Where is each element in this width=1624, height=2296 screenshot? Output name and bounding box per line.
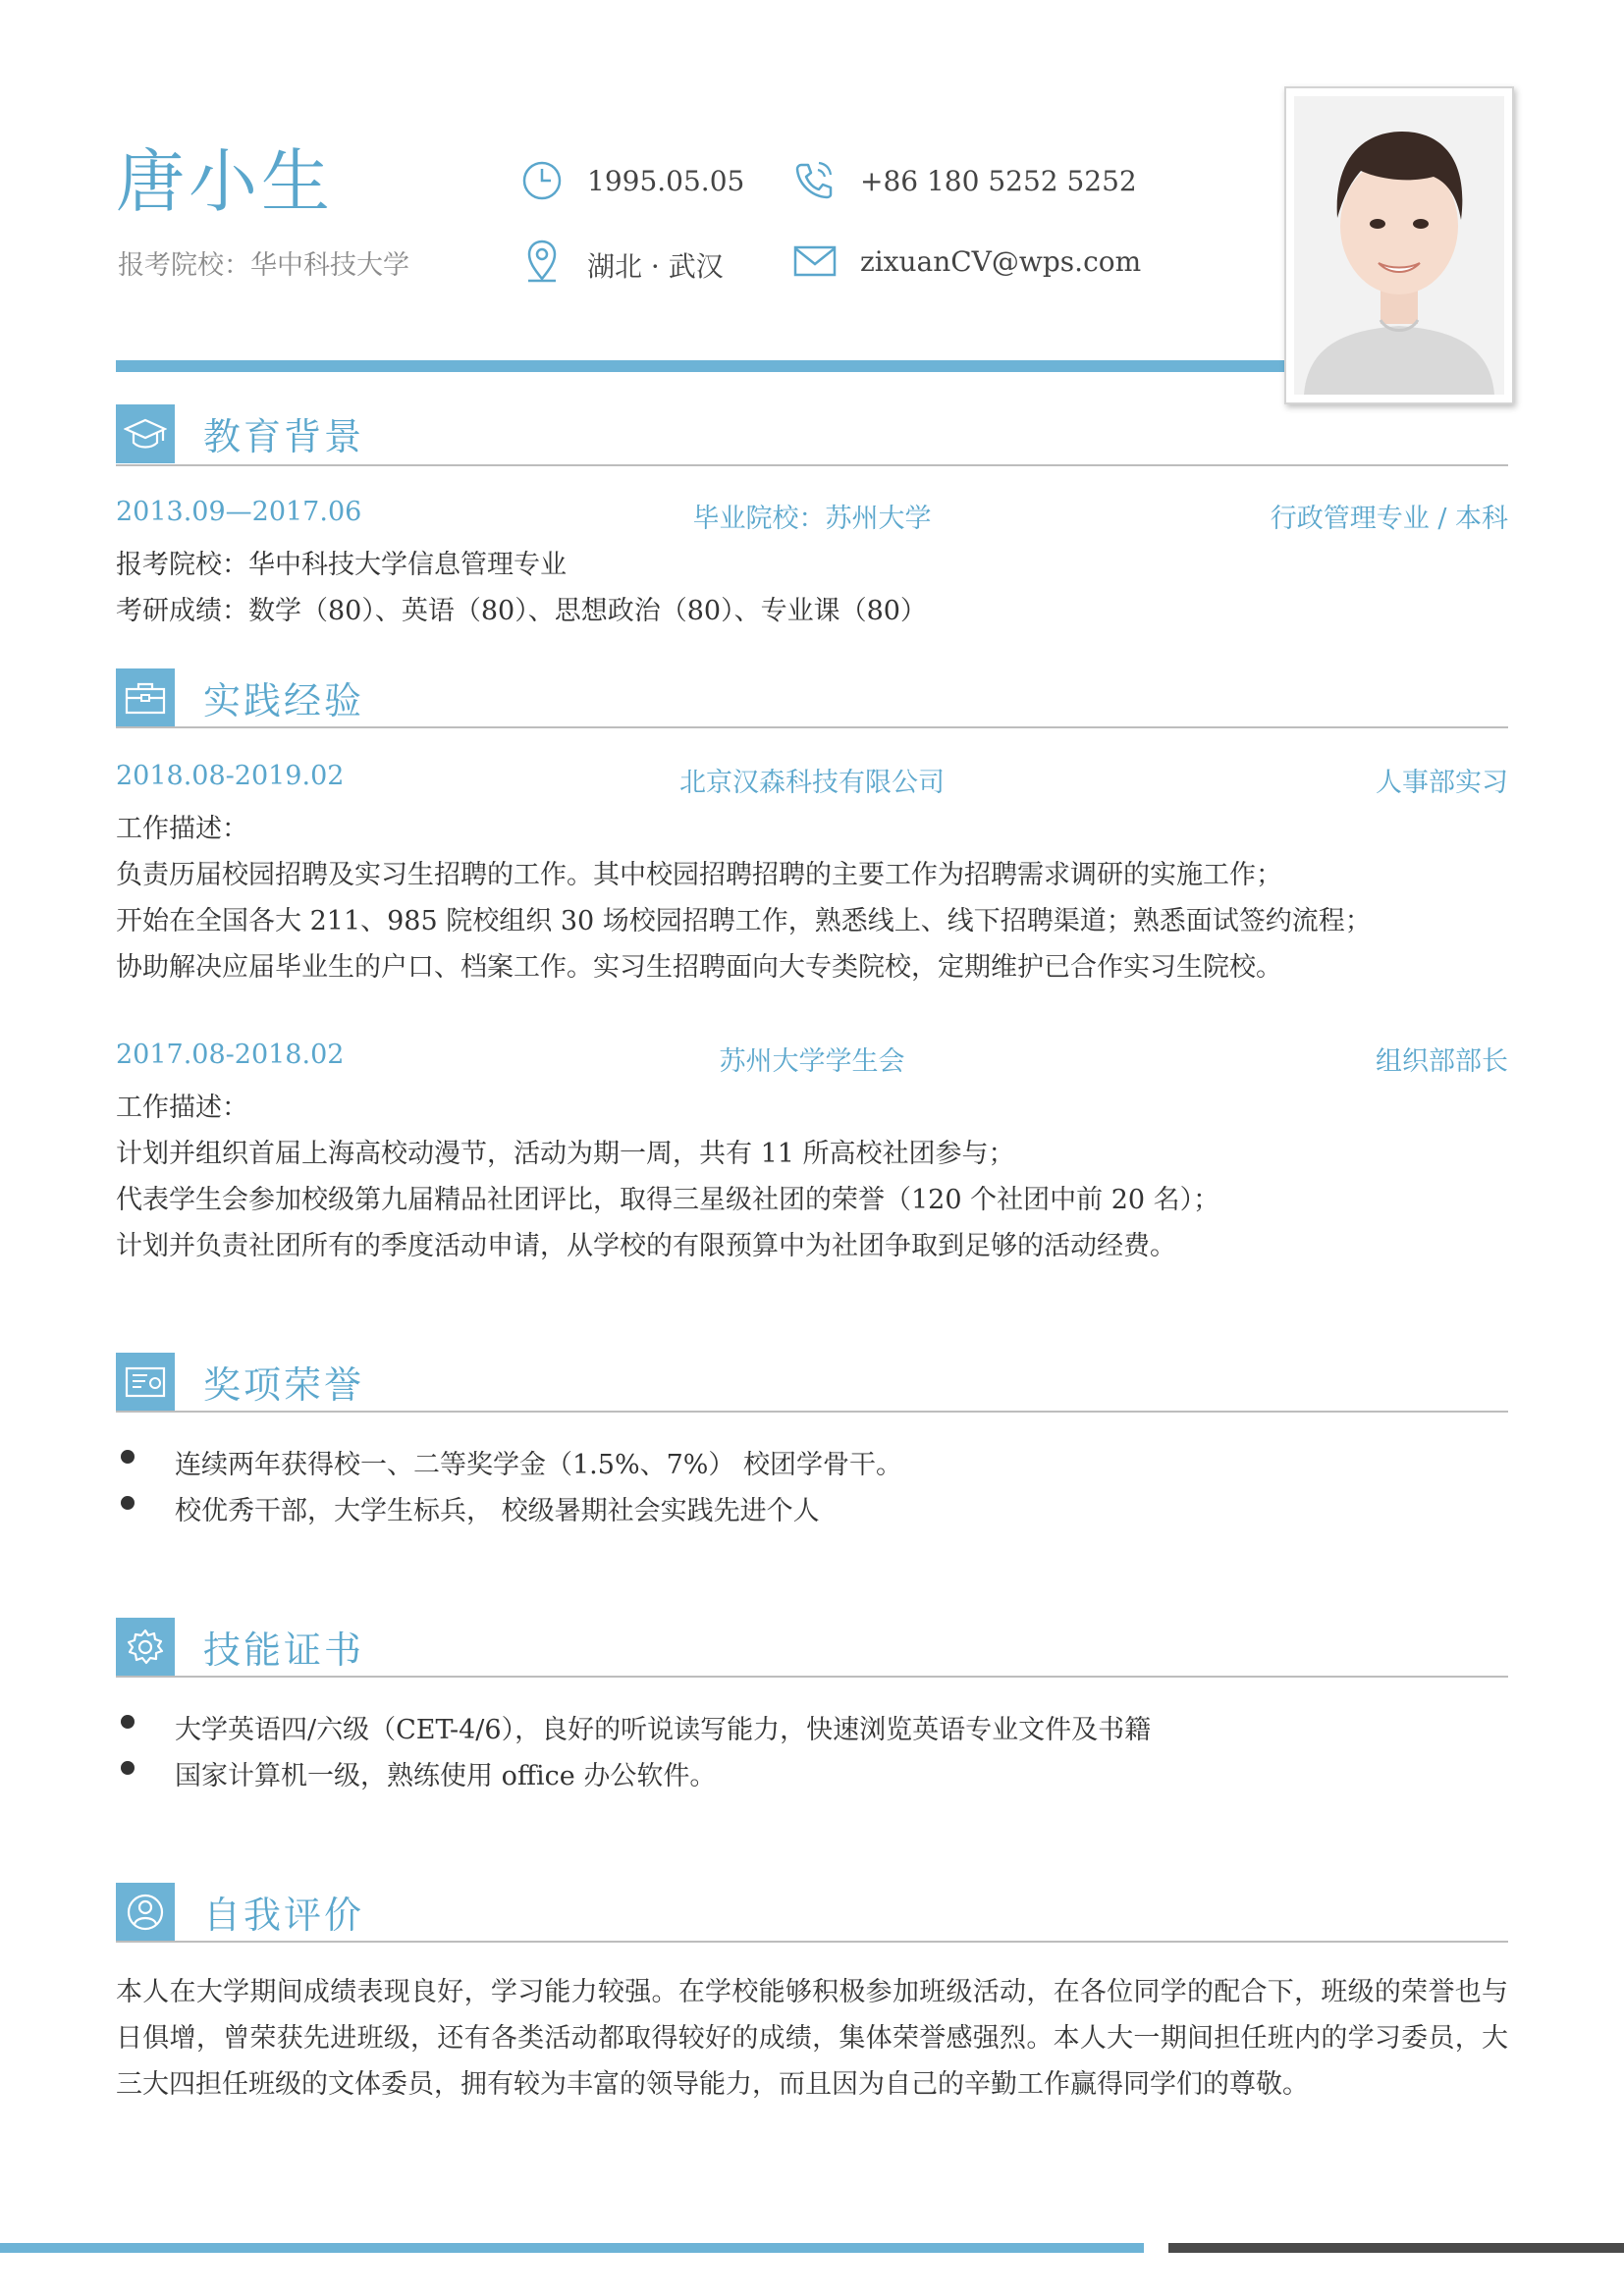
experience-desc-line: 计划并组织首届上海高校动漫节，活动为期一周，共有 11 所高校社团参与； bbox=[116, 1139, 1015, 1169]
candidate-name: 唐小生 bbox=[116, 141, 334, 222]
bullet-dot bbox=[121, 1715, 135, 1729]
birthdate: 1995.05.05 bbox=[587, 165, 745, 197]
awards-section-icon bbox=[116, 1353, 175, 1412]
experience-desc-line: 开始在全国各大 211、985 院校组织 30 场校园招聘工作，熟悉线上、线下招聘渠道；熟悉面试签约流程； bbox=[116, 906, 1372, 936]
bullet-dot bbox=[121, 1761, 135, 1775]
certificate-icon bbox=[124, 1364, 167, 1400]
experience-period: 2018.08-2019.02 bbox=[116, 761, 345, 791]
bullet-dot bbox=[121, 1450, 135, 1464]
bullet-dot bbox=[121, 1496, 135, 1510]
graduation-cap-icon bbox=[124, 416, 167, 452]
experience-role: 组织部部长 bbox=[1376, 1046, 1508, 1077]
education-section-icon bbox=[116, 404, 175, 463]
education-divider bbox=[116, 464, 1508, 466]
experience-desc-line: 代表学生会参加校级第九届精品社团评比，取得三星级社团的荣誉（120 个社团中前 20 名）； bbox=[116, 1185, 1220, 1215]
experience-desc-line: 负责历届校园招聘及实习生招聘的工作。其中校园招聘招聘的主要工作为招聘需求调研的实施工作； bbox=[116, 860, 1282, 890]
phone-number: +86 180 5252 5252 bbox=[860, 165, 1137, 197]
experience-divider bbox=[116, 726, 1508, 728]
experience-org: 苏州大学学生会 bbox=[719, 1046, 905, 1077]
clock-icon bbox=[520, 159, 564, 202]
skill-item: 大学英语四/六级（CET-4/6），良好的听说读写能力，快速浏览英语专业文件及书籍 bbox=[175, 1715, 1152, 1745]
award-item: 校优秀干部，大学生标兵， 校级暑期社会实践先进个人 bbox=[175, 1496, 820, 1526]
education-school: 毕业院校：苏州大学 bbox=[692, 504, 932, 534]
target-school: 报考院校：华中科技大学 bbox=[118, 250, 409, 281]
experience-section-icon bbox=[116, 668, 175, 727]
education-line: 考研成绩：数学（80）、英语（80）、思想政治（80）、专业课（80） bbox=[116, 596, 927, 626]
user-icon bbox=[126, 1893, 165, 1932]
location-pin-icon bbox=[522, 238, 562, 285]
footer-accent-bar bbox=[0, 2243, 1144, 2253]
experience-org: 北京汉森科技有限公司 bbox=[679, 768, 945, 798]
experience-role: 人事部实习 bbox=[1376, 768, 1508, 798]
skill-item: 国家计算机一级，熟练使用 office 办公软件。 bbox=[175, 1761, 717, 1791]
profile-photo bbox=[1284, 86, 1514, 404]
education-period: 2013.09—2017.06 bbox=[116, 497, 362, 527]
experience-desc-line: 协助解决应届毕业生的户口、档案工作。实习生招聘面向大专类院校，定期维护已合作实习生院校。 bbox=[116, 952, 1282, 983]
self-eval-section-icon bbox=[116, 1883, 175, 1942]
experience-desc-label: 工作描述： bbox=[116, 814, 248, 844]
portrait-image bbox=[1286, 88, 1512, 402]
briefcase-icon bbox=[124, 680, 167, 716]
awards-section-title: 奖项荣誉 bbox=[203, 1363, 365, 1407]
footer-dark-bar bbox=[1168, 2243, 1624, 2253]
skills-divider bbox=[116, 1676, 1508, 1678]
email-address: zixuanCV@wps.com bbox=[860, 245, 1142, 278]
phone-icon bbox=[791, 157, 837, 202]
self-eval-paragraph: 本人在大学期间成绩表现良好，学习能力较强。在学校能够积极参加班级活动，在各位同学的配合下，班级的荣誉也与日俱增，曾荣获先进班级，还有各类活动都取得较好的成绩，集体荣誉感强烈。本人大一期间担任班内的学习委员，大三大四担任班级的文体委员，拥有较为丰富的领导能力，而且因为自己的辛勤工作赢得同学们的尊敬。 bbox=[116, 1977, 1508, 2100]
header-divider bbox=[116, 360, 1284, 372]
education-degree: 行政管理专业 / 本科 bbox=[1270, 504, 1508, 534]
experience-section-title: 实践经验 bbox=[203, 679, 365, 722]
location: 湖北 · 武汉 bbox=[587, 250, 724, 283]
self-eval-section-title: 自我评价 bbox=[203, 1894, 365, 1937]
gear-icon bbox=[126, 1628, 165, 1667]
mail-icon bbox=[793, 245, 837, 277]
experience-desc-line: 计划并负责社团所有的季度活动申请，从学校的有限预算中为社团争取到足够的活动经费。 bbox=[116, 1231, 1176, 1261]
award-item: 连续两年获得校一、二等奖学金（1.5%、7%） 校团学骨干。 bbox=[175, 1450, 903, 1480]
skills-section-icon bbox=[116, 1618, 175, 1677]
experience-desc-label: 工作描述： bbox=[116, 1093, 248, 1123]
experience-period: 2017.08-2018.02 bbox=[116, 1040, 345, 1070]
skills-section-title: 技能证书 bbox=[203, 1629, 365, 1672]
education-section-title: 教育背景 bbox=[203, 415, 365, 458]
awards-divider bbox=[116, 1411, 1508, 1413]
education-line: 报考院校：华中科技大学信息管理专业 bbox=[116, 550, 567, 580]
self-eval-divider bbox=[116, 1941, 1508, 1943]
